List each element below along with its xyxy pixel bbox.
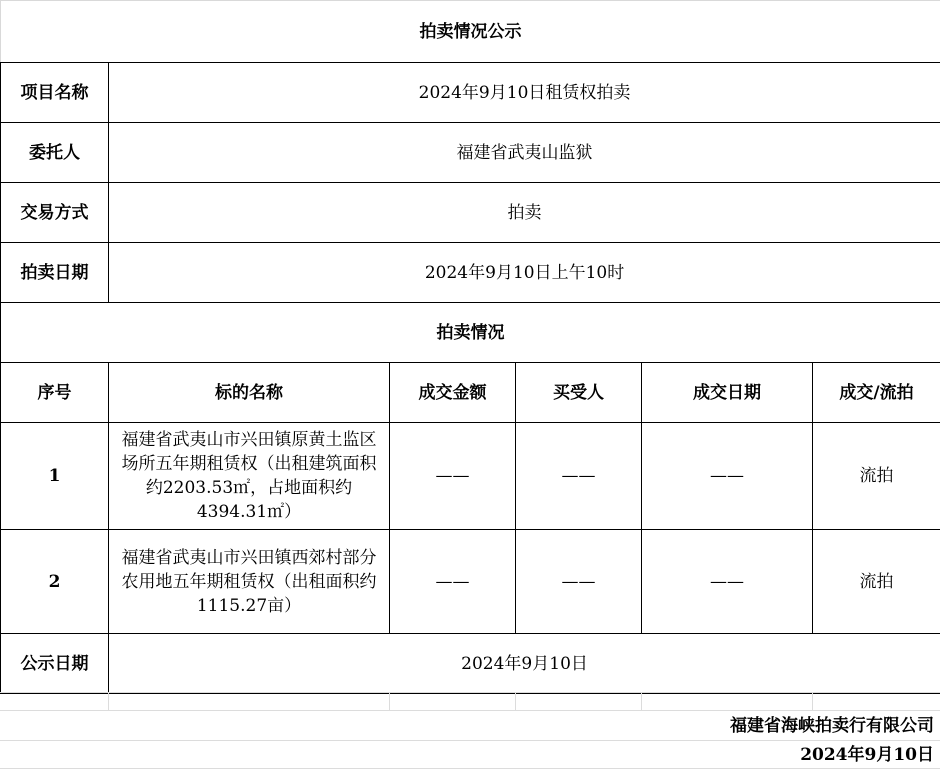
client-value: 福建省武夷山监狱 [109, 123, 940, 183]
header-item-name: 标的名称 [109, 363, 390, 423]
project-name-label: 项目名称 [1, 63, 109, 123]
grid-line [641, 693, 642, 711]
grid-line [108, 693, 109, 711]
row-result: 流拍 [813, 423, 940, 530]
row-deal-date: —— [642, 530, 813, 634]
footer-company: 福建省海峡拍卖行有限公司 [730, 711, 934, 741]
row-buyer: —— [516, 423, 642, 530]
row-no: 1 [1, 423, 109, 530]
table-row [1, 423, 940, 530]
footer-date-row [0, 740, 940, 769]
grid-line [515, 693, 516, 711]
header-result: 成交/流拍 [813, 363, 940, 423]
row-item-name: 福建省武夷山市兴田镇原黄土监区场所五年期租赁权（出租建筑面积约2203.53㎡，占地面积约4394.31㎡） [109, 423, 390, 530]
row-deal-date: —— [642, 423, 813, 530]
row-buyer: —— [516, 530, 642, 634]
table-row [1, 530, 940, 634]
header-deal-date: 成交日期 [642, 363, 813, 423]
footer-spacer-row [0, 692, 940, 710]
row-no: 2 [1, 530, 109, 634]
publicity-date-value: 2024年9月10日 [109, 634, 940, 694]
auction-date-label: 拍卖日期 [1, 243, 109, 303]
page-title: 拍卖情况公示 [1, 1, 940, 63]
row-result: 流拍 [813, 530, 940, 634]
footer-date: 2024年9月10日 [800, 741, 934, 770]
client-label: 委托人 [1, 123, 109, 183]
footer-company-row [0, 710, 940, 740]
publicity-date-label: 公示日期 [1, 634, 109, 694]
header-amount: 成交金额 [390, 363, 516, 423]
row-item-name: 福建省武夷山市兴田镇西郊村部分农用地五年期租赁权（出租面积约1115.27亩） [109, 530, 390, 634]
auction-date-value: 2024年9月10日上午10时 [109, 243, 940, 303]
row-amount: —— [390, 530, 516, 634]
method-value: 拍卖 [109, 183, 940, 243]
grid-line [389, 693, 390, 711]
footer-area [0, 692, 940, 769]
header-buyer: 买受人 [516, 363, 642, 423]
header-no: 序号 [1, 363, 109, 423]
section-title: 拍卖情况 [1, 303, 940, 363]
row-amount: —— [390, 423, 516, 530]
grid-line [812, 693, 813, 711]
method-label: 交易方式 [1, 183, 109, 243]
project-name-value: 2024年9月10日租赁权拍卖 [109, 63, 940, 123]
